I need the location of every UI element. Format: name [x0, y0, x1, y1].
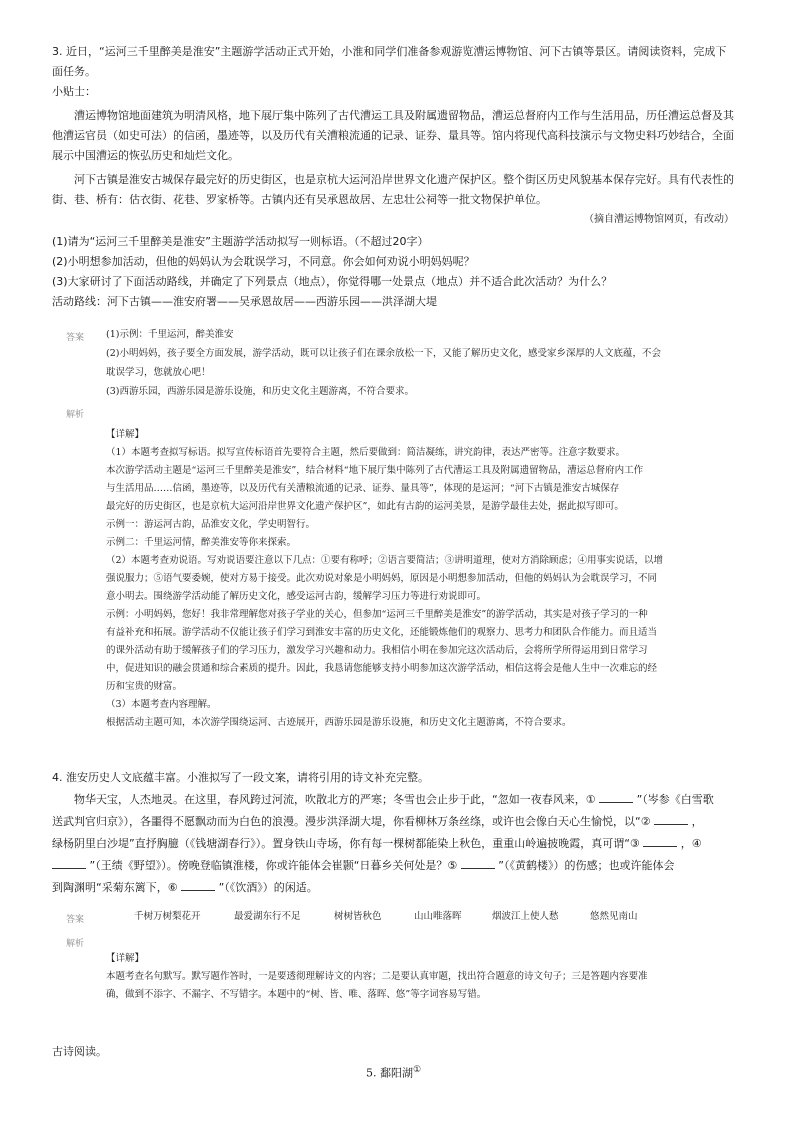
q4-passage-line-5: [52, 878, 318, 898]
q3-analysis-line-10: 意小明去。围绕游学活动能了解历史文化，感受运河古韵，缓解学习压力等进行劝说即可。: [106, 591, 487, 602]
q5-footnote-mark: ①: [413, 1065, 422, 1075]
q4-passage-line-1: [52, 790, 714, 810]
q4-blank-2[interactable]: [654, 813, 688, 825]
q4-passage-line-3: [52, 834, 702, 854]
q4-passage-text-3a: 绿杨阴里白沙堤”直抒胸臆（《钱塘湖春行》）。置身铁山寺场，你有每一棵树都能染上秋色，重重山岭遍披晚霞，真可谓“③: [52, 837, 640, 850]
q4-blank-3[interactable]: [643, 835, 677, 847]
q4-passage-line-4: [52, 856, 674, 876]
q4-answer-5: 烟波江上使人愁: [492, 911, 559, 922]
q3-stem-line-2: 面任务。: [52, 65, 96, 78]
q3-analysis-label: 解析: [66, 410, 85, 420]
q3-material-line-3: 展示中国漕运的恢弘历史和灿烂文化。: [52, 149, 239, 162]
q3-analysis-line-8: （2）本题考查劝说语。写劝说语要注意以下几点：①要有称呼；②语言要简洁；③讲明道理，使对方消除顾虑；④用事实说话，以增: [106, 555, 664, 566]
q4-blank-5[interactable]: [461, 857, 495, 869]
q3-analysis-line-6: 示例一：游运河古韵，品淮安文化，学史明智行。: [106, 519, 316, 530]
q3-analysis-line-11: 示例：小明妈妈，您好！我非常理解您对孩子学业的关心，但参加“运河三千里醉美是淮安”的游学活动，其实是对孩子学习的一种: [106, 609, 648, 620]
q3-answer-label: 答案: [66, 333, 85, 343]
q4-stem: 4. 淮安历史人文底蕴丰富。小淮拟写了一段文案，请将引用的诗文补充完整。: [52, 771, 429, 784]
q5-title: [366, 1060, 421, 1084]
q4-passage-line-2: [52, 812, 703, 832]
q4-passage-text-2b: ，: [691, 815, 703, 828]
q4-passage-text-1a: 物华天宝，人杰地灵。在这里，春风跨过河流，吹散北方的严寒；冬雪也会止步于此，“忽如一夜春风来，①: [52, 793, 596, 806]
q3-analysis-line-9: 强说服力；⑤语气要委婉，使对方易于接受。此次劝说对象是小明妈妈，原因是小明想参加活动，但他的妈妈认为会耽误学习，不同: [106, 573, 658, 584]
q4-blank-4[interactable]: [52, 857, 86, 869]
q3-route: 活动路线：河下古镇——淮安府署——吴承恩故居——西游乐园——洪泽湖大堤: [52, 295, 437, 308]
q3-answer-line-3: 耽误学习，您就放心吧！: [106, 367, 211, 378]
q3-source: （摘自漕运博物馆网页，有改动）: [584, 214, 734, 225]
q3-material-line-5: 街、巷、桥有：估衣街、花巷、罗家桥等。古镇内还有吴承恩故居、左忠壮公祠等一批文物保护单位。: [52, 193, 547, 206]
q4-answer-6: 悠然见南山: [590, 911, 638, 922]
q3-analysis-line-13: 的课外活动有助于缓解孩子们的学习压力，激发学习兴趣和动力。我相信小明在参加完这次活动后，会将所学所得运用到日常学习: [106, 645, 648, 656]
q3-analysis-line-4: 与生活用品……信函，墨迹等，以及历代有关漕粮流通的记录、证券、量具等”，体现的是运河；“河下古镇是淮安古城保存: [106, 483, 620, 494]
q4-passage-text-5b: ”（《饮酒》）的闲适。: [218, 881, 318, 894]
q4-passage-text-4b: ”（《黄鹤楼》）的伤感；也或许能体会: [498, 859, 675, 872]
q3-analysis-line-15: 历和宝贵的财富。: [106, 681, 183, 692]
q3-analysis-line-2: （1）本题考查拟写标语。拟写宣传标语首先要符合主题，然后要做到：简洁凝练，讲究韵律，表达严密等。注意字数要求。: [106, 447, 626, 458]
q4-blank-6[interactable]: [181, 879, 215, 891]
q3-analysis-line-16: （3）本题考查内容理解。: [106, 699, 217, 710]
q5-title-text: 5. 鄱阳湖: [366, 1066, 413, 1080]
q3-stem-line-1: 3. 近日，“运河三千里醉美是淮安”主题游学活动正式开始，小淮和同学们准备参观游览漕运博物馆、河下古镇等景区。请阅读资料，完成下: [52, 45, 727, 58]
q4-answer-1: 千树万树梨花开: [134, 911, 201, 922]
q4-passage-text-3b: ，④: [680, 837, 702, 850]
q4-answer-label: 答案: [66, 915, 85, 925]
q3-analysis-line-17: 根据活动主题可知，本次游学围绕运河、古迹展开，西游乐园是游乐设施，和历史文化主题游离，不符合要求。: [106, 717, 572, 728]
q3-answer-line-4: (3)西游乐园，西游乐园是游乐设施，和历史文化主题游离，不符合要求。: [106, 386, 414, 397]
section-title-poetry: 古诗阅读。: [52, 1045, 107, 1058]
q3-analysis-line-14: 中，促进知识的融会贯通和综合素质的提升。因此，我恳请您能够支持小明参加这次游学活动，相信这将会是他人生中一次难忘的经: [106, 663, 658, 674]
q4-analysis-label: 解析: [66, 939, 85, 949]
q3-answer-line-1: (1)示例：千里运河，醉美淮安: [106, 329, 234, 340]
q3-material-line-1: 漕运博物馆地面建筑为明清风格，地下展厅集中陈列了古代漕运工具及附属遗留物品，漕运总督府内工作与生活用品，历任漕运总督及其: [52, 109, 734, 122]
q4-passage-text-2a: 送武判官归京》），各噩得不愿飘动而为白色的浪漫。漫步洪泽湖大堤，你看柳林万条丝绦，或许也会像白天心生愉悦，以“②: [52, 815, 651, 828]
q4-analysis-line-1: 【详解】: [106, 953, 145, 964]
q4-blank-1[interactable]: [599, 791, 633, 803]
q3-tip-label: 小贴士：: [52, 85, 96, 98]
q4-passage-text-4a: ”（王绩《野望》）。傍晚登临镇淮楼，你或许能体会崔颢“日暮乡关何处是？⑤: [89, 859, 458, 872]
q4-answer-2: 最爱湖东行不足: [234, 911, 301, 922]
q4-answer-4: 山山唯落晖: [414, 911, 462, 922]
q3-material-line-4: 河下古镇是淮安古城保存最完好的历史街区，也是京杭大运河沿岸世界文化遗产保护区。整个街区历史风貌基本保存完好。具有代表性的: [52, 173, 734, 186]
q4-analysis-line-3: 确，做到不添字、不漏字、不写错字。本题中的“树、皆、唯、落晖、悠”等字词容易写错。: [106, 989, 487, 1000]
q4-answer-3: 树树皆秋色: [334, 911, 382, 922]
q3-analysis-line-1: 【详解】: [106, 429, 145, 440]
q3-task-1: (1)请为“运河三千里醉美是淮安”主题游学活动拟写一则标语。（不超过20字）: [52, 235, 429, 248]
q3-analysis-line-7: 示例二：千里运河情，醉美淮安等你来探索。: [106, 537, 297, 548]
q3-task-3: (3)大家研讨了下面活动路线，并确定了下列景点（地点），你觉得哪一处景点（地点）并不适合此次活动？为什么？: [52, 275, 613, 288]
q3-answer-line-2: (2)小明妈妈，孩子要全方面发展，游学活动，既可以让孩子们在课余放松一下，又能了解历史文化，感受家乡深厚的人文底蕴，不会: [106, 348, 661, 359]
q3-analysis-line-3: 本次游学活动主题是“运河三千里醉美是淮安”，结合材料“地下展厅集中陈列了古代漕运工具及附属遗留物品，漕运总督府内工作: [106, 465, 644, 476]
q3-analysis-line-5: 最完好的历史街区，也是京杭大运河沿岸世界文化遗产保护区”，如此有古韵的运河美景，是游学最佳去处，据此拟写即可。: [106, 501, 624, 512]
q3-task-2: (2)小明想参加活动，但他的妈妈认为会耽误学习，不同意。你会如何劝说小明妈妈呢？: [52, 255, 475, 268]
q3-analysis-line-12: 有益补充和拓展。游学活动不仅能让孩子们学习到淮安丰富的历史文化，还能锻炼他们的观察力、思考力和团队合作能力。而且适当: [106, 627, 658, 638]
q4-passage-text-5a: 到陶渊明“采菊东篱下，⑥: [52, 881, 178, 894]
q3-material-line-2: 他漕运官员（如史可法）的信函，墨迹等，以及历代有关漕粮流通的记录、证券、量具等。馆内将现代高科技演示与文物史料巧妙结合，全面: [52, 129, 734, 142]
q4-passage-text-1b: ”（岑参《白雪歌: [636, 793, 714, 806]
q4-analysis-line-2: 本题考查名句默写。默写题作答时，一是要透彻理解诗文的内容；二是要认真审题，找出符合题意的诗文句子；三是答题内容要准: [106, 971, 648, 982]
